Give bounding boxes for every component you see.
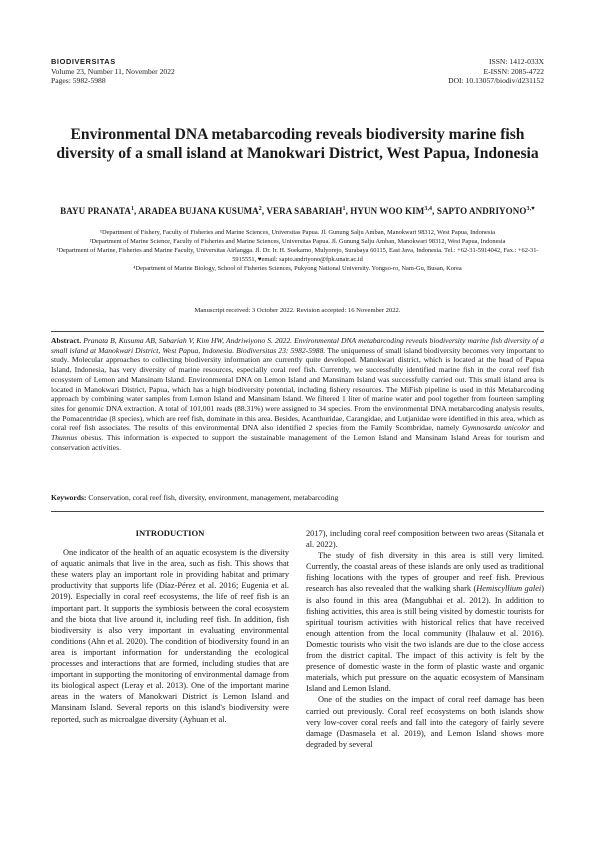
article-title: Environmental DNA metabarcoding reveals biodiversity marine fish diversity of a small island at Manokwari District, West Papua, Indonesia bbox=[56, 126, 539, 162]
author-name: BAYU PRANATA bbox=[60, 206, 131, 216]
keywords-label: Keywords: bbox=[51, 493, 87, 502]
issn: ISSN: 1412-033X bbox=[488, 57, 544, 66]
doi: DOI: 10.13057/biodiv/d231152 bbox=[448, 76, 544, 85]
body-column-right bbox=[306, 528, 544, 750]
paragraph: 2017), including coral reef composition between two areas (Sitanala et al. 2022). bbox=[306, 529, 544, 550]
author-name: , SAPTO ANDRIYONO bbox=[432, 206, 527, 216]
abstract bbox=[51, 336, 544, 452]
affiliation: ⁴Department of Marine Biology, School of Fisheries Sciences, Pukyong National University. Yongso-ro, Nam-Gu, Busan, Korea bbox=[133, 264, 462, 272]
species-name: Hemiscyllium galei bbox=[476, 584, 542, 594]
author-affil-mark: 3,4 bbox=[424, 206, 433, 212]
species-name: Gymnosarda unicolor bbox=[462, 423, 530, 433]
affiliation-list bbox=[55, 229, 540, 274]
author-affil-mark: 2 bbox=[258, 206, 262, 212]
abstract-text: The uniqueness of small island biodiversity becomes very important to study. Molecular approaches to collecting biodiversity information are currently quite developed. Manokwari district, which is located at the head of Papua Island, Indonesia, has very diversity of marine resources, especially coral reef fish. Currently, we successfully identified marine fish in the coral reef fish ecosystem of Lemon and Mansinam Island. Environmental DNA on Lemon Island and Mansinam Island was successfully carried out. This small island area is located in Manokwari District, Papua, which has a high biodiversity potential, including fishery resources. The MiFish pipeline is used in this Metabarcoding approach by combining water samples from Lemon Island and Mansinam Island. We filtered 1 liter of marine water and pool together from fourteen sampling sites for genomic DNA extraction. A total of 101,001 reads (88.31%) were assigned to 34 species. From the environmental DNA metabarcoding analysis results, the Pomacentridae (8 species), which are reef fish, dominate in this area. Besides, Acanthuridae, Carangidae, and Lutjanidae were identified in this area, which as coral reef fish associates. The results of this environmental DNA also identified 2 species from the Family Scombridae, namely bbox=[51, 345, 544, 433]
paragraph: One indicator of the health of an aquatic ecosystem is the diversity of aquatic animals that live in the area, such as fish. This shows that these waters play an important role in providing habitat and primary productivity that supports life (Díaz-Pérez et al. 2016; Eugenia et al. 2019). Especially in coral reef ecosystems, the life of reef fish is an important part. It supports the symbiosis between the coral ecosystem and the biota that live around it, including reef fish. In addition, fish biodiversity is also very important in evaluating environmental conditions (Ahn et al. 2020). The condition of biodiversity found in an area is important information for understanding the ecological processes and interactions that are formed, including studies that are important in supporting the monitoring of environmental damage from its biological aspect (Leray et al. 2013). One of the important marine areas in the waters of Manokwari District is Lemon Island and Mansinam Island. Several reports on this island's biodiversity were reported, such as microalgae diversity (Ayhuan et al. bbox=[51, 548, 289, 724]
affiliation: ¹Department of Fishery, Faculty of Fisheries and Marine Sciences, Universitas Papua. Jl. Gunung Salju Amban, Manokwari 98312, West Papua, Indonesia bbox=[100, 229, 495, 236]
affiliation: ³Department of Marine, Fisheries and Marine Faculty, Universitas Airlangga. Jl. Dr. Ir. H. Soekarno, Mulyorejo, Surabaya 60115, East Java, Indonesia. Tel.: +62-31-5914042, Fax.: +62-31-5915551, ♥email: sapto.andriyono@fpk.unair.ac.id bbox=[56, 246, 539, 263]
author-name: , VERA SABARIAH bbox=[261, 206, 343, 216]
abstract-label: Abstract. bbox=[51, 336, 82, 345]
author-affil-mark: 1 bbox=[130, 206, 135, 212]
author-list bbox=[60, 204, 535, 218]
paragraph-text: ) is also found in this area (Mangubhai et al. 2012). In addition to fishing activities, this area is still being visited by domestic tourists for spiritual tourism activities with historical relics that have received enough attention from the local community (Ihalauw et al. 2016). Domestic tourists who visit the two islands are due to the close access from the district capital. The impact of this activity is felt by the presence of domestic waste in the form of plastic waste and organic materials, which put pressure on the aquatic ecosystem of Mansinam Island and Lemon Island. bbox=[306, 584, 544, 694]
eissn: E-ISSN: 2085-4722 bbox=[483, 66, 544, 76]
paragraph-text: The study of fish diversity in this area is still very limited. Currently, the coastal areas of these islands are only used as traditional fishing locations with the types of grouper and reef fish. Previous research has also revealed that the walking shark ( bbox=[306, 551, 544, 594]
abstract-text: and bbox=[529, 423, 544, 433]
issn-info bbox=[448, 57, 544, 86]
volume-info: Volume 23, Number 11, November 2022 bbox=[51, 66, 175, 76]
manuscript-dates: Manuscript received: 3 October 2022. Revision accepted: 16 November 2022. bbox=[194, 307, 401, 314]
author-affil-mark: 1 bbox=[342, 206, 346, 212]
divider bbox=[51, 331, 544, 332]
paragraph bbox=[306, 550, 544, 694]
abstract-citation: Pranata B, Kusuma AB, Sabariah V, Kim HW, Andriwiyono S. 2022. Environmental DNA metabarcoding reveals biodiversity marine fish diversity of a small island at Manokwari District, West Papua, Indonesia. Biodiversitas 23: 5982-5988. bbox=[51, 336, 544, 355]
keywords-text: Conservation, coral reef fish, diversity, environment, management, metabarcoding bbox=[86, 493, 339, 502]
species-name: Thunnus obesus bbox=[51, 433, 102, 443]
section-heading: INTRODUCTION bbox=[135, 528, 205, 538]
author-name: , ARADEA BUJANA KUSUMA bbox=[134, 206, 259, 216]
paragraph: One of the studies on the impact of coral reef damage has been carried out previously. Coral reef ecosystems on both islands show very low-cover coral reefs and fall into the category of fairly severe damage (Dasmasela et al. 2019), and Lemon Island shows more degraded by several bbox=[306, 695, 544, 749]
affiliation: ²Department of Marine Science, Faculty of Fisheries and Marine Sciences, Universitas Papua. Jl. Gunung Salju Amban, Manokwari 98312, West Papua, Indonesia bbox=[89, 237, 506, 245]
abstract-text: . This information is expected to support the sustainable management of the Lemon Island and Mansinam Island Areas for tourism and conservation activities. bbox=[51, 433, 544, 452]
journal-info bbox=[51, 57, 175, 86]
keywords bbox=[51, 493, 544, 502]
body-column-left bbox=[51, 528, 289, 725]
pages-info: Pages: 5982-5988 bbox=[51, 76, 106, 85]
author-affil-mark: 3,♥ bbox=[526, 206, 535, 212]
journal-name: BIODIVERSITAS bbox=[51, 57, 116, 66]
author-name: , HYUN WOO KIM bbox=[345, 206, 425, 216]
divider bbox=[51, 511, 544, 512]
